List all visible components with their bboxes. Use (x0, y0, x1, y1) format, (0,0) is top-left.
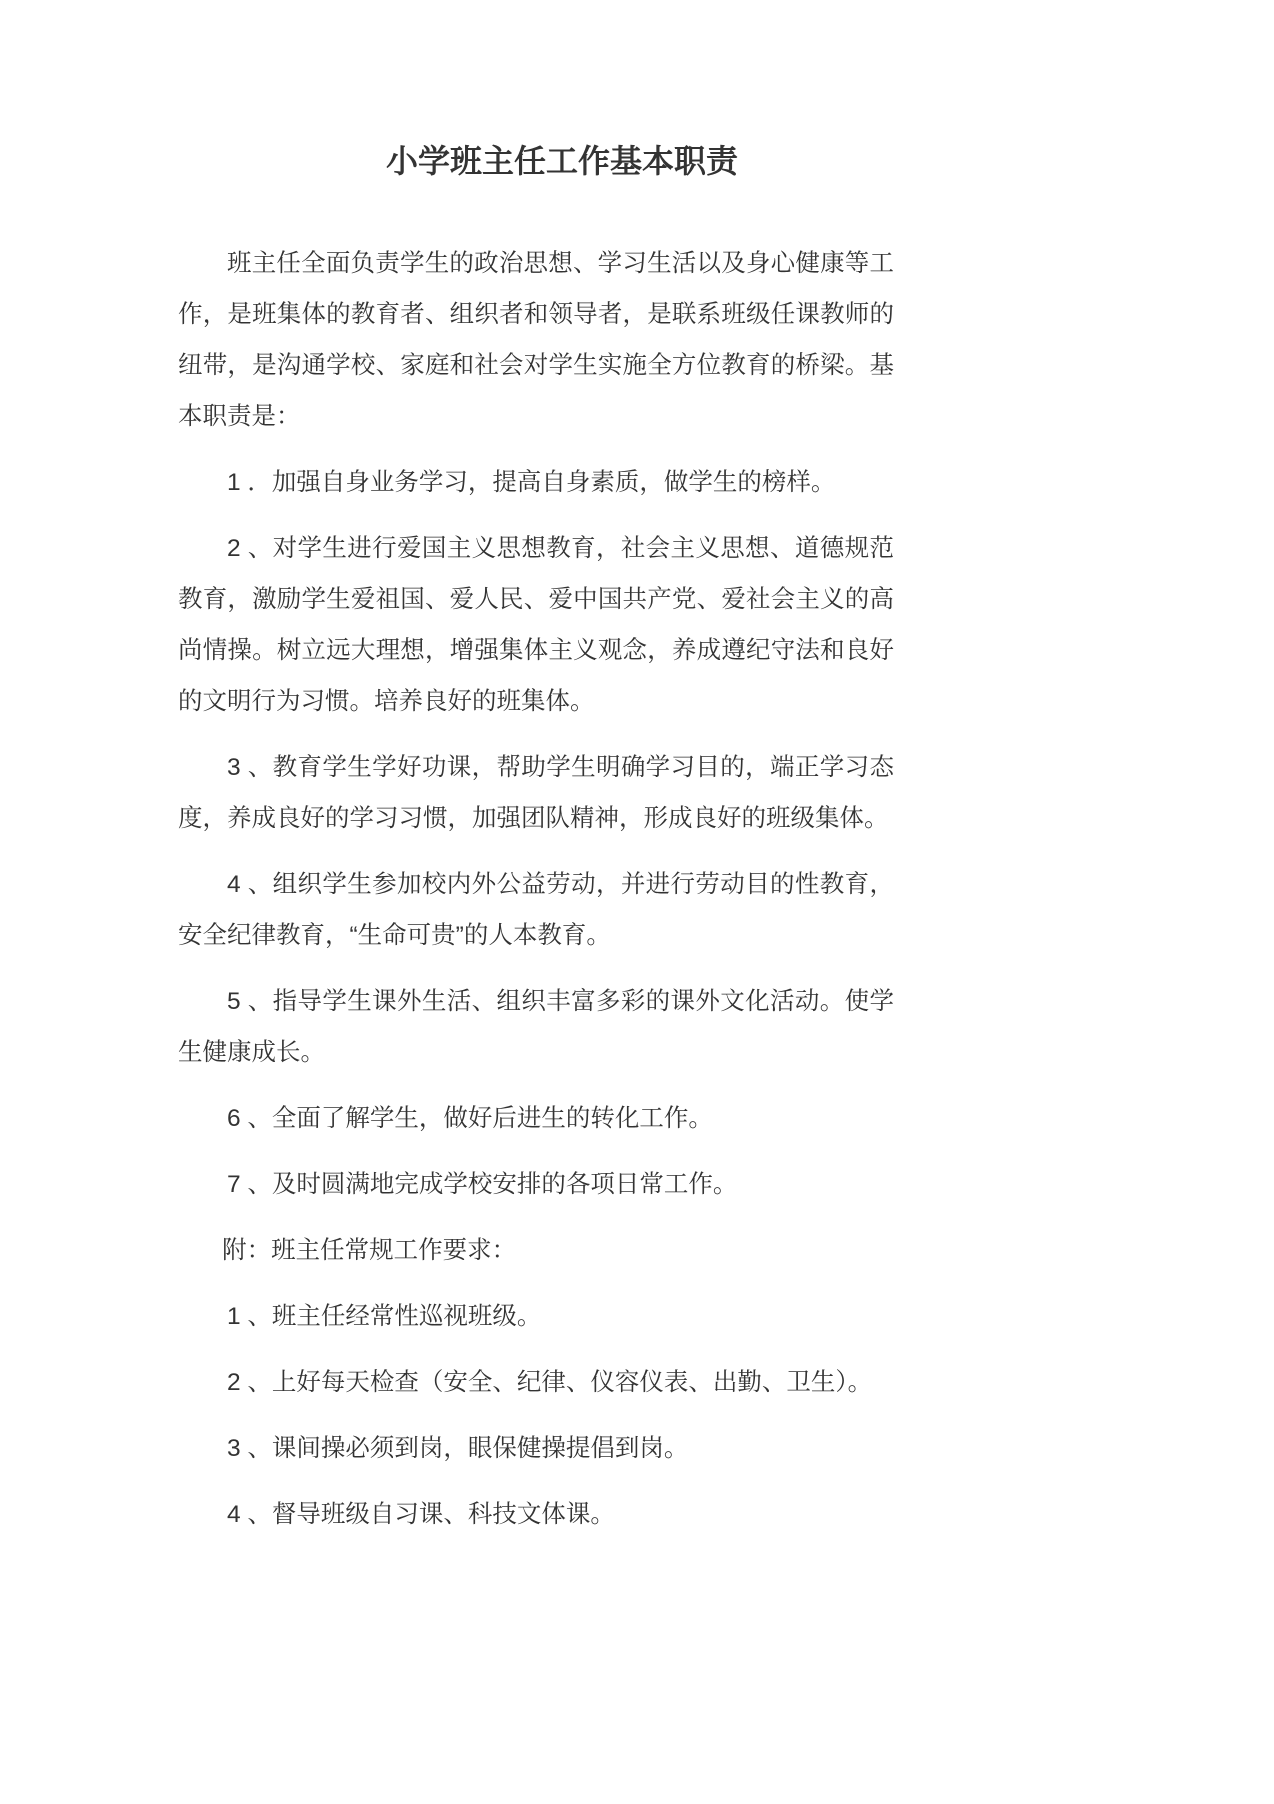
appendix-item-1: 1 、班主任经常性巡视班级。 (227, 1303, 542, 1330)
appendix-item-2: 2 、上好每天检查（安全、纪律、仪容仪表、出勤、卫生）。 (227, 1369, 873, 1396)
duty-paragraph-1: 1 ．加强自身业务学习，提高自身素质，做学生的榜样。 (227, 469, 836, 496)
duty-paragraph-4: 4 、组织学生参加校内外公益劳动，并进行劳动目的性教育，安全纪律教育，“生命可贵”的人本教育。 (178, 871, 894, 949)
duty-paragraph-5: 5 、指导学生课外生活、组织丰富多彩的课外文化活动。使学生健康成长。 (178, 988, 894, 1066)
duty-paragraph-2: 2 、对学生进行爱国主义思想教育，社会主义思想、道德规范教育，激励学生爱祖国、爱人民、爱中国共产党、爱社会主义的高尚情操。树立远大理想，增强集体主义观念，养成遵纪守法和良好的文明行为习惯。培养良好的班集体。 (178, 535, 894, 715)
appendix-item-4: 4 、督导班级自习课、科技文体课。 (227, 1501, 615, 1528)
appendix-heading: 附：班主任常规工作要求： (222, 1237, 517, 1264)
duty-paragraph-6: 6 、全面了解学生，做好后进生的转化工作。 (227, 1105, 713, 1132)
duty-paragraph-7: 7 、及时圆满地完成学校安排的各项日常工作。 (227, 1171, 738, 1198)
duty-paragraph-3: 3 、教育学生学好功课，帮助学生明确学习目的，端正学习态度，养成良好的学习习惯，加强团队精神，形成良好的班级集体。 (178, 754, 894, 832)
appendix-item-3: 3 、课间操必须到岗，眼保健操提倡到岗。 (227, 1435, 689, 1462)
page-title: 小学班主任工作基本职责 (385, 143, 738, 179)
intro-paragraph: 班主任全面负责学生的政治思想、学习生活以及身心健康等工作，是班集体的教育者、组织者和领导者，是联系班级任课教师的纽带，是沟通学校、家庭和社会对学生实施全方位教育的桥梁。基本职责是： (178, 250, 894, 430)
